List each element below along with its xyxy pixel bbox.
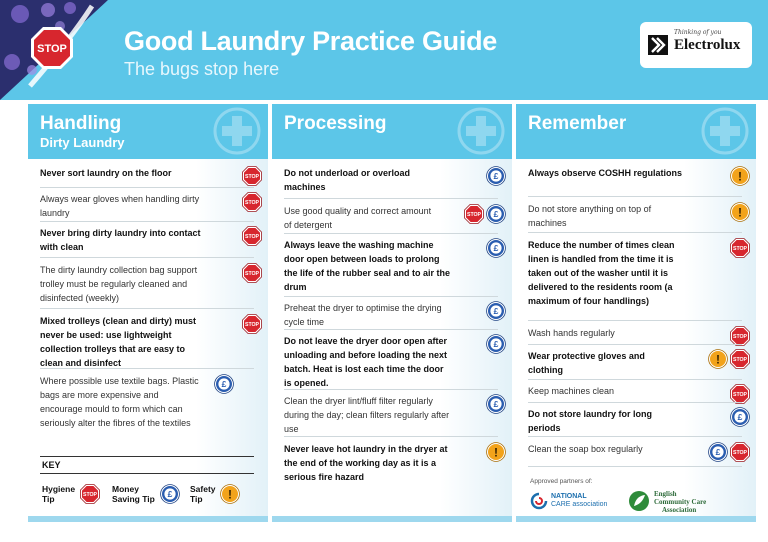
tip-icon-group [486,301,506,321]
page-title: Good Laundry Practice Guide [124,26,497,56]
safety-warning-icon [486,442,506,462]
key-hygiene-label: Hygiene Tip [42,484,76,504]
svg-text:£: £ [493,243,499,254]
money-saving-icon [486,166,506,186]
svg-text:!: ! [738,169,742,184]
svg-text:£: £ [493,399,499,410]
handling-header [28,104,268,159]
plus-decoration-icon [212,106,262,156]
money-saving-icon [486,238,506,258]
svg-text:!: ! [738,205,742,220]
tip-text: Clean the soap box regularly [528,444,643,454]
svg-text:£: £ [737,412,743,423]
safety-warning-icon [708,349,728,369]
tip-icon-group [486,238,506,258]
svg-text:STOP: STOP [732,246,748,253]
nca-swirl-icon [530,492,548,510]
money-saving-icon [486,301,506,321]
tip-icon-group [730,407,750,427]
money-saving-icon [214,374,234,394]
remember-panel [516,104,756,522]
tip-text: Keep machines clean [528,386,615,396]
tip-text: Never leave hot laundry in the dryer at the end of the working day as it is a serious fire hazard [284,444,448,482]
stop-hygiene-icon [730,349,750,369]
handling-panel [28,104,268,522]
tip-icon-group [486,334,506,354]
tip-text: Never sort laundry on the floor [40,168,172,178]
key-money-label: Money Saving Tip [112,484,155,504]
tip-icon-group [730,202,750,222]
svg-text:STOP: STOP [244,322,260,329]
tip-text: Do not leave the dryer door open after unloading and before loading the next batch. Heat is lost each time the door is opened. [284,336,448,388]
money-saving-icon [160,484,180,504]
tip-icon-group [160,484,180,504]
tip-icon-group [730,166,750,186]
tip-text: Reduce the number of times clean linen is handled from the time it is taken out of the washer until it is delivered to the residents room (a maximum of four handlings) [528,240,675,306]
tip-icon-group [214,374,234,394]
tip-icon-group [486,394,506,414]
svg-text:!: ! [228,487,232,502]
tip-text: Mixed trolleys (clean and dirty) must never be used: use lightweight collection trolleys that are easy to clean and disinfect [40,316,197,368]
tip-text: Do not store laundry for long periods [528,409,652,433]
tip-icon-group [220,484,240,504]
stop-sign-label: STOP [37,43,67,55]
svg-text:£: £ [493,306,499,317]
plus-decoration-icon [700,106,750,156]
tip-icon-group [242,226,262,246]
remember-header [516,104,756,159]
tip-icon-group [242,192,262,212]
money-saving-icon [486,394,506,414]
tip-text: Wear protective gloves and clothing [528,351,645,375]
money-saving-icon [730,407,750,427]
stop-hygiene-icon [242,166,262,186]
svg-text:STOP: STOP [82,492,98,499]
tip-text: Wash hands regularly [528,328,615,338]
svg-text:STOP: STOP [244,234,260,241]
tip-icon-group [708,442,750,462]
stop-sign-icon [30,26,74,70]
electrolux-logo [640,22,752,68]
stop-hygiene-icon [730,238,750,258]
safety-warning-icon [730,166,750,186]
stop-hygiene-icon [730,384,750,404]
stop-hygiene-icon [464,204,484,224]
tip-icon-group [486,442,506,462]
ecca-name-line2: Community Care [654,498,707,506]
brand-tagline: Thinking of you [674,29,722,36]
page-subtitle: The bugs stop here [124,59,280,79]
ecca-name-line1: English [654,490,677,498]
tip-icon-group [242,166,262,186]
stop-hygiene-icon [730,442,750,462]
ecca-name-line3: Association [662,506,697,514]
money-saving-icon [486,204,506,224]
money-saving-icon [486,334,506,354]
key-title: KEY [42,460,61,470]
tip-icon-group [464,204,506,224]
stop-hygiene-icon [80,484,100,504]
svg-text:STOP: STOP [732,334,748,341]
plus-decoration-icon [456,106,506,156]
tip-text: The dirty laundry collection bag support trolley must be regularly cleaned and disinfected (weekly) [40,265,198,303]
svg-text:STOP: STOP [732,450,748,457]
tip-text: Never bring dirty laundry into contact with clean [40,228,201,252]
tip-text: Preheat the dryer to optimise the drying cycle time [284,303,442,327]
processing-title: Processing [284,113,387,134]
tip-icon-group [730,326,750,346]
svg-text:STOP: STOP [732,357,748,364]
handling-subtitle: Dirty Laundry [40,135,125,150]
tip-text: Where possible use textile bags. Plastic bags are more expensive and encourage mould to form which can seriously alter the fibres of the textiles [40,376,199,428]
tip-icon-group [730,384,750,404]
stop-hygiene-icon [730,326,750,346]
ecca-leaf-icon [628,490,650,512]
svg-text:STOP: STOP [244,200,260,207]
partners-label: Approved partners of: [530,478,593,485]
tip-icon-group [80,484,100,504]
stop-hygiene-icon [242,226,262,246]
svg-text:!: ! [494,445,498,460]
tip-icon-group [242,263,262,283]
tip-text: Always leave the washing machine door open between loads to prolong the life of the rubber seal and to air the drum [284,240,451,292]
tip-text: Do not underload or overload machines [284,168,411,192]
processing-header [272,104,512,159]
svg-text:STOP: STOP [466,212,482,219]
electrolux-mark-icon [648,35,668,55]
svg-text:£: £ [493,209,499,220]
svg-text:STOP: STOP [244,271,260,278]
tip-text: Do not store anything on top of machines [528,204,652,228]
nca-name-line1: NATIONAL [551,493,587,500]
tip-text: Clean the dryer lint/fluff filter regularly during the day; clean filters regularly after use [284,396,450,434]
tip-text: Always observe COSHH regulations [528,168,683,178]
svg-text:STOP: STOP [244,174,260,181]
tip-icon-group [486,166,506,186]
safety-warning-icon [730,202,750,222]
tip-icon-group [708,349,750,369]
stop-hygiene-icon [242,263,262,283]
handling-title: Handling [40,113,122,134]
processing-panel [272,104,512,522]
safety-warning-icon [220,484,240,504]
stop-hygiene-icon [242,192,262,212]
svg-text:£: £ [167,489,173,500]
key-safety-label: Safety Tip [190,484,216,504]
money-saving-icon [708,442,728,462]
stop-hygiene-icon [242,314,262,334]
svg-text:£: £ [715,447,721,458]
tip-icon-group [730,238,750,258]
brand-name: Electrolux [674,37,741,53]
header-banner [0,0,768,100]
svg-text:£: £ [493,339,499,350]
remember-title: Remember [528,113,627,134]
svg-text:£: £ [221,379,227,390]
nca-name-line2: CARE association [551,501,608,508]
svg-text:£: £ [493,171,499,182]
svg-text:!: ! [716,352,720,367]
tip-icon-group [242,314,262,334]
tip-text: Always wear gloves when handling dirty laundry [40,194,200,218]
svg-text:STOP: STOP [732,392,748,399]
tip-text: Use good quality and correct amount of detergent [284,206,432,230]
